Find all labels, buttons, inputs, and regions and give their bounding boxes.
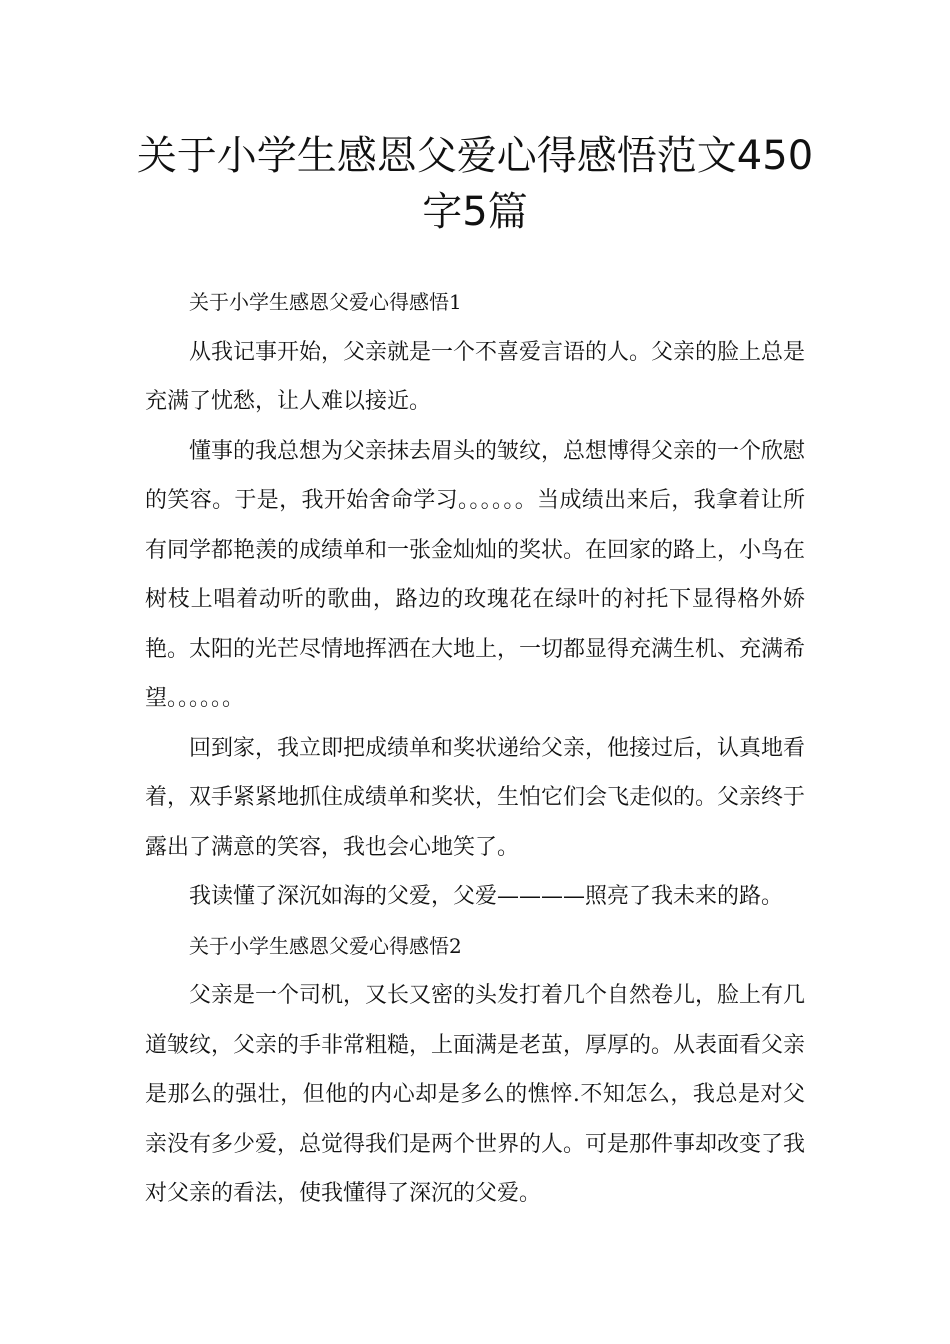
- document-body: [145, 278, 805, 1219]
- paragraph: 我读懂了深沉如海的父爱，父爱————照亮了我未来的路。: [189, 884, 784, 909]
- paragraph: 从我记事开始，父亲就是一个不喜爱言语的人。父亲的脸上总是充满了忧愁，让人难以接近。: [145, 339, 806, 414]
- paragraph: 回到家，我立即把成绩单和奖状递给父亲，他接过后，认真地看着，双手紧紧地抓住成绩单和奖状，生怕它们会飞走似的。父亲终于露出了满意的笑容，我也会心地笑了。: [145, 735, 806, 860]
- paragraph: 父亲是一个司机，又长又密的头发打着几个自然卷儿，脸上有几道皱纹，父亲的手非常粗糙，上面满是老茧，厚厚的。从表面看父亲是那么的强壮，但他的内心却是多么的憔悴.不知怎么，我总是对父亲没有多少爱，总觉得我们是两个世界的人。可是那件事却改变了我对父亲的看法，使我懂得了深沉的父爱。: [145, 983, 806, 1206]
- section-heading: 关于小学生感恩父爱心得感悟2: [189, 933, 462, 958]
- document-title: 关于小学生感恩父爱心得感悟范文450字5篇: [136, 133, 814, 235]
- paragraph: 懂事的我总想为父亲抹去眉头的皱纹，总想博得父亲的一个欣慰的笑容。于是，我开始舍命学习。。。。。。当成绩出来后，我拿着让所有同学都艳羡的成绩单和一张金灿灿的奖状。在回家的路上，小鸟在树枝上唱着动听的歌曲，路边的玫瑰花在绿叶的衬托下显得格外娇艳。太阳的光芒尽情地挥洒在大地上，一切都显得充满生机、充满希望。。。。。。: [145, 438, 806, 711]
- section-heading: 关于小学生感恩父爱心得感悟1: [189, 290, 462, 314]
